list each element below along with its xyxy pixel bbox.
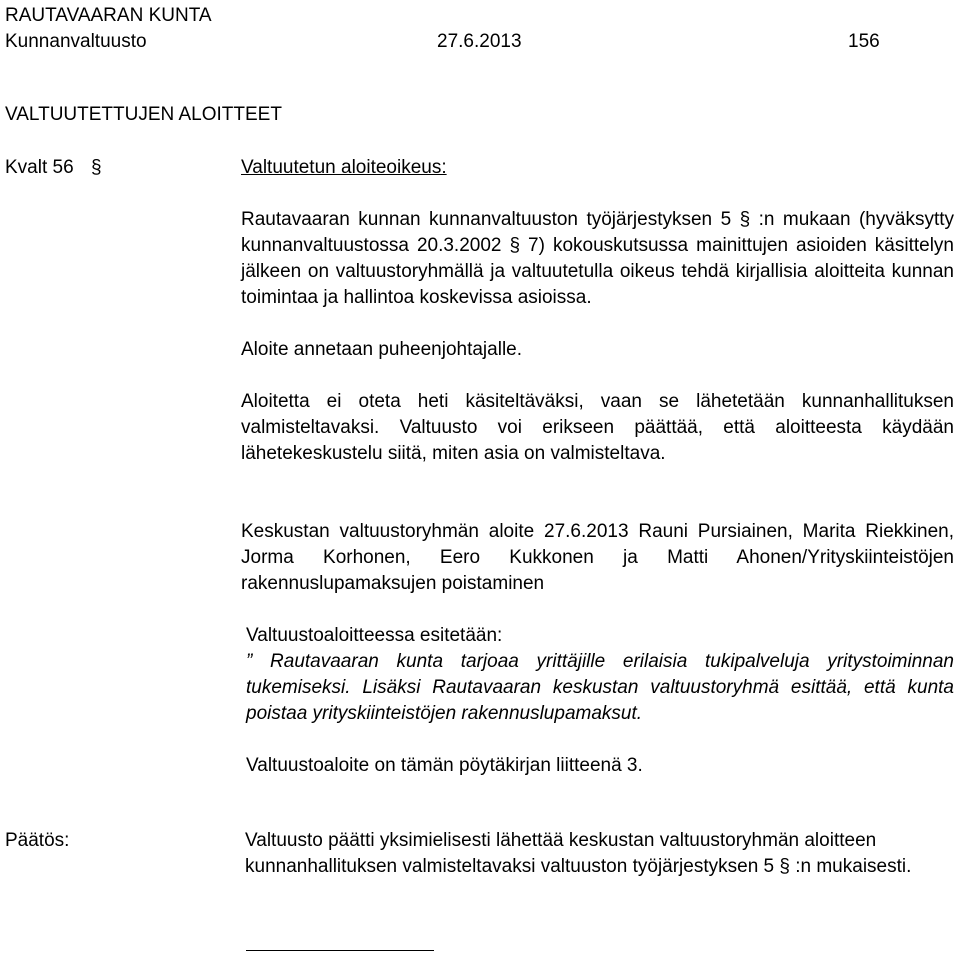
decision-text: Valtuusto päätti yksimielisesti lähettää keskustan valtuustoryhmän aloitteen kunnanhallituksen valmisteltavaksi valtuuston työjärjestyksen 5 § :n mukaisesti. [245, 830, 912, 877]
preparation-paragraph: Aloitetta ei oteta heti käsiteltäväksi, vaan se lähetetään kunnanhallituksen valmisteltavaksi. Valtuusto voi erikseen päättää, että aloitteesta käydään lähetekeskustelu siitä, miten asia on valmisteltava. [241, 391, 954, 464]
section-title: VALTUUTETTUJEN ALOITTEET [5, 104, 282, 125]
initiative-title: Keskustan valtuustoryhmän aloite 27.6.2013 Rauni Pursiainen, Marita Riekkinen, Jorma Korhonen, Eero Kukkonen ja Matti Ahonen/Yrityskiinteistöjen rakennuslupamaksujen poistaminen [241, 521, 954, 594]
decision-label: Päätös: [5, 830, 70, 851]
proposal-label: Valtuustoaloitteessa esitetään: [246, 625, 503, 646]
section-symbol: § [91, 157, 102, 178]
meeting-date: 27.6.2013 [437, 31, 522, 52]
organization-name: RAUTAVAARAN KUNTA [5, 5, 212, 26]
section-number: Kvalt 56 [5, 157, 74, 178]
main-content [241, 155, 954, 779]
signature-line [246, 950, 434, 951]
rule-paragraph: Rautavaaran kunnan kunnanvaltuuston työjärjestyksen 5 § :n mukaan (hyväksytty kunnanvaltuustossa 20.3.2002 § 7) kokouskutsussa mainittujen asioiden käsittelyn jälkeen on valtuustoryhmällä ja valtuutetulla oikeus tehdä kirjallisia aloitteita kunnan toimintaa ja hallintoa koskevissa asioissa. [241, 209, 954, 308]
governing-body: Kunnanvaltuusto [5, 31, 147, 52]
proposal-quote: ” Rautavaaran kunta tarjoaa yrittäjille erilaisia tukipalveluja yritystoiminnan tukemiseksi. Lisäksi Rautavaaran keskustan valtuustoryhmä esittää, että kunta poistaa yrityskiinteistöjen rakennuslupamaksut. [246, 651, 954, 724]
chair-paragraph: Aloite annetaan puheenjohtajalle. [241, 339, 523, 360]
attachment-note: Valtuustoaloite on tämän pöytäkirjan liitteenä 3. [246, 755, 643, 776]
page-number: 156 [848, 31, 880, 52]
initiative-right-heading: Valtuutetun aloiteoikeus: [241, 157, 447, 178]
